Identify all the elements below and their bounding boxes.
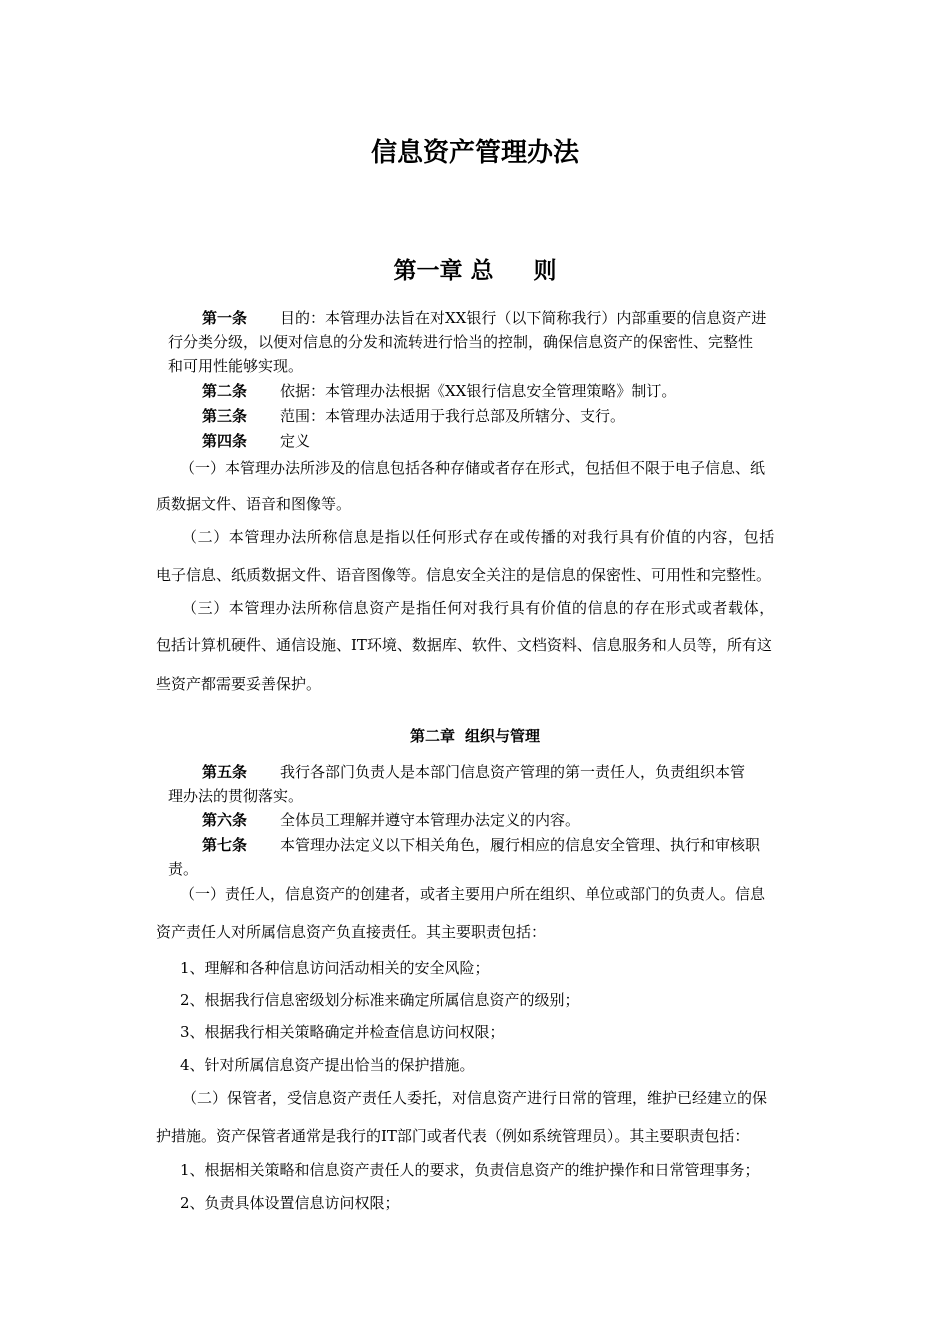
article-2: 第二条 依据：本管理办法根据《XX银行信息安全管理策略》制订。 xyxy=(202,382,677,400)
role-2-item-2: 2、负责具体设置信息访问权限； xyxy=(180,1194,400,1212)
role-1-item-3: 3、根据我行相关策略确定并检查信息访问权限； xyxy=(180,1023,505,1041)
definition-1-line-1: （一）本管理办法所涉及的信息包括各种存储或者存在形式，包括但不限于电子信息、纸 xyxy=(180,459,766,477)
role-2-line-1: （二）保管者，受信息资产责任人委托，对信息资产进行日常的管理，维护已经建立的保 xyxy=(182,1089,768,1107)
document-title: 信息资产管理办法 xyxy=(370,138,579,168)
definition-3-line-1: （三）本管理办法所称信息资产是指任何对我行具有价值的信息的存在形式或者载体， xyxy=(182,599,775,617)
article-5-line-1: 第五条 我行各部门负责人是本部门信息资产管理的第一责任人，负责组织本管 xyxy=(202,763,746,781)
article-4-label: 第四条 xyxy=(202,432,248,450)
role-1-item-1: 1、理解和各种信息访问活动相关的安全风险； xyxy=(180,959,490,977)
article-6: 第六条 全体员工理解并遵守本管理办法定义的内容。 xyxy=(202,811,581,829)
article-2-label: 第二条 xyxy=(202,382,248,400)
definition-3-line-2: 包括计算机硬件、通信设施、IT环境、数据库、软件、文档资料、信息服务和人员等，所有这 xyxy=(156,636,772,654)
definition-2-line-1: （二）本管理办法所称信息是指以任何形式存在或传播的对我行具有价值的内容，包括 xyxy=(182,528,775,546)
article-3-label: 第三条 xyxy=(202,407,248,425)
article-6-label: 第六条 xyxy=(202,811,248,829)
article-7-line-2: 责。 xyxy=(168,860,199,878)
article-5-line-2: 理办法的贯彻落实。 xyxy=(168,787,304,805)
role-2-line-2: 护措施。资产保管者通常是我行的IT部门或者代表（例如系统管理员）。其主要职责包括： xyxy=(156,1127,750,1145)
role-1-item-2: 2、根据我行信息密级划分标准来确定所属信息资产的级别； xyxy=(180,991,580,1009)
article-7-label: 第七条 xyxy=(202,836,248,854)
article-5-label: 第五条 xyxy=(202,763,248,781)
article-7-line-1: 第七条 本管理办法定义以下相关角色，履行相应的信息安全管理、执行和审核职 xyxy=(202,836,761,854)
chapter-1-word-1: 总 xyxy=(470,258,494,284)
chapter-1-prefix: 第一章 xyxy=(393,258,463,284)
article-3: 第三条 范围：本管理办法适用于我行总部及所辖分、支行。 xyxy=(202,407,626,425)
article-1-label: 第一条 xyxy=(202,309,248,327)
chapter-2-name: 组织与管理 xyxy=(465,727,541,745)
article-1-line-1: 第一条 目的：本管理办法旨在对XX银行（以下简称我行）内部重要的信息资产进 xyxy=(202,309,767,327)
chapter-1-heading xyxy=(0,252,950,285)
chapter-1-word-2: 则 xyxy=(533,258,557,284)
role-1-line-2: 资产责任人对所属信息资产负直接责任。其主要职责包括： xyxy=(156,923,547,941)
role-1-line-1: （一）责任人，信息资产的创建者，或者主要用户所在组织、单位或部门的负责人。信息 xyxy=(180,885,766,903)
role-2-item-1: 1、根据相关策略和信息资产责任人的要求，负责信息资产的维护操作和日常管理事务； xyxy=(180,1161,760,1179)
definition-1-line-2: 质数据文件、语音和图像等。 xyxy=(156,495,352,513)
chapter-2-prefix: 第二章 xyxy=(409,727,455,745)
chapter-2-heading xyxy=(0,725,950,746)
definition-3-line-3: 些资产都需要妥善保护。 xyxy=(156,675,322,693)
role-1-item-4: 4、针对所属信息资产提出恰当的保护措施。 xyxy=(180,1056,475,1074)
article-1-line-2: 行分类分级，以便对信息的分发和流转进行恰当的控制，确保信息资产的保密性、完整性 xyxy=(168,333,754,351)
article-4: 第四条 定义 xyxy=(202,432,311,450)
definition-2-line-2: 电子信息、纸质数据文件、语音图像等。信息安全关注的是信息的保密性、可用性和完整性。 xyxy=(156,566,772,584)
article-1-line-3: 和可用性能够实现。 xyxy=(168,357,304,375)
